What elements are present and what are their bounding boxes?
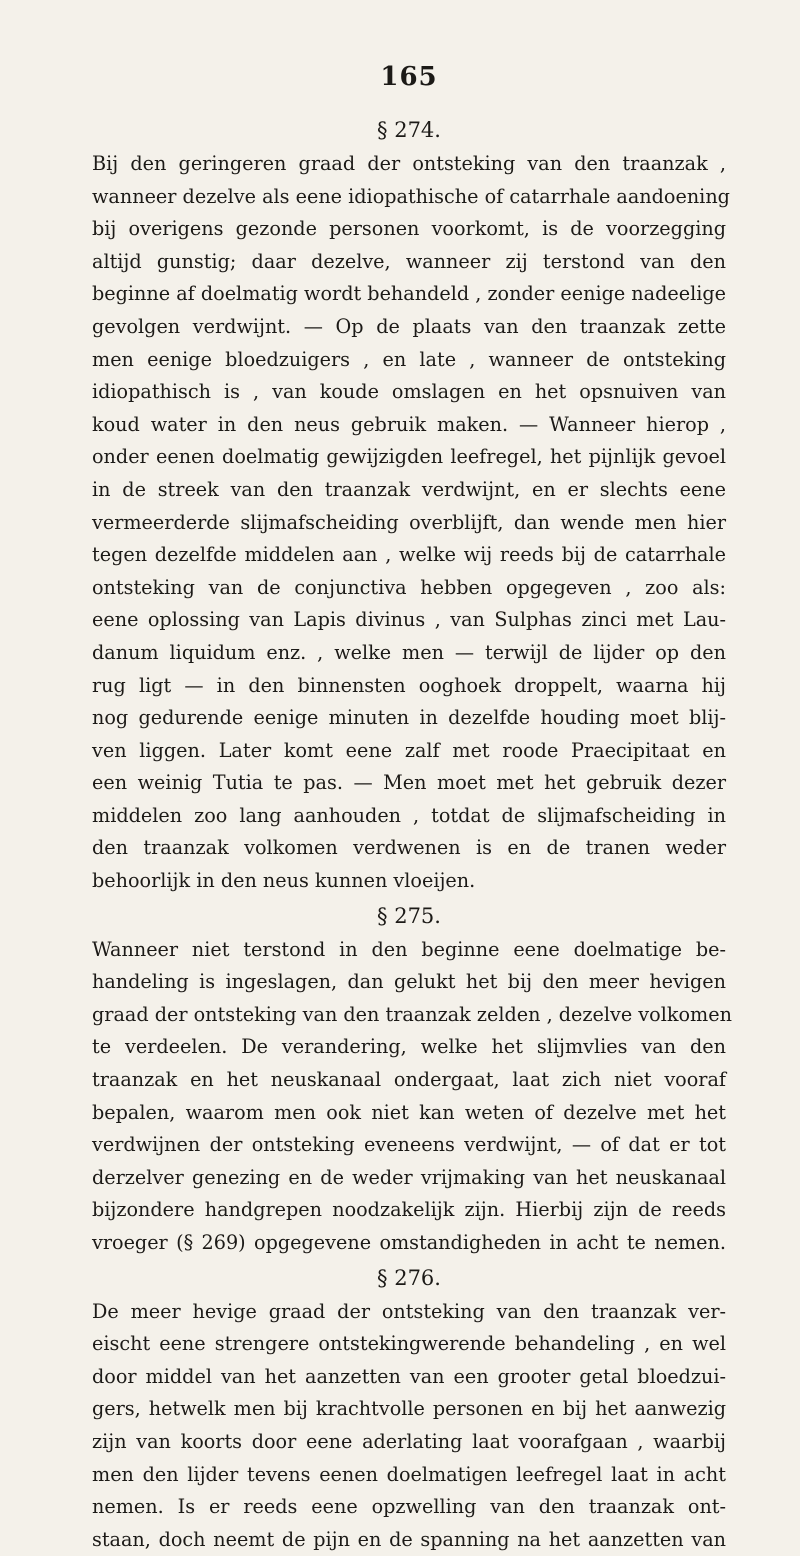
page-number: 165	[380, 62, 438, 92]
section-275	[92, 898, 732, 1260]
text-line: bij overigens gezonde personen voorkomt, is de voorzegging	[92, 217, 726, 241]
text-line: idiopathisch is , van koude omslagen en het opsnuiven van	[92, 380, 726, 404]
text-line: onder eenen doelmatig gewijzigden leefregel, het pijnlijk gevoel	[92, 445, 726, 469]
section-276	[92, 1260, 726, 1556]
text-line: door middel van het aanzetten van een grooter getal bloedzui-	[92, 1364, 726, 1388]
text-line: eene oplossing van Lapis divinus , van Sulphas zinci met Lau-	[92, 608, 726, 632]
text-line: men eenige bloedzuigers , en late , wanneer de ontsteking	[92, 347, 726, 371]
text-line: tegen dezelfde middelen aan , welke wij reeds bij de catarrhale	[92, 543, 726, 567]
text-line: middelen zoo lang aanhouden , totdat de slijmafscheiding in	[92, 803, 726, 827]
text-line: koud water in den neus gebruik maken. — Wanneer hierop ,	[92, 412, 726, 436]
text-line: De meer hevige graad der ontsteking van den traanzak ver-	[92, 1299, 726, 1323]
text-line: graad der ontsteking van den traanzak zelden , dezelve volkomen	[92, 1002, 732, 1026]
text-line: Bij den geringeren graad der ontsteking van den traanzak ,	[92, 152, 726, 175]
text-line: nemen. Is er reeds eene opzwelling van den traanzak ont-	[92, 1495, 726, 1519]
section-heading: § 275.	[377, 903, 441, 928]
text-line: beginne af doelmatig wordt behandeld , zonder eenige nadeelige	[92, 282, 727, 306]
text-line: danum liquidum enz. , welke men — terwijl de lijder op den	[92, 640, 726, 664]
text-line: staan, doch neemt de pijn en de spanning na het aanzetten van	[92, 1527, 726, 1551]
text-line: wanneer dezelve als eene idiopathische of catarrhale aandoening	[92, 184, 730, 208]
text-line: bijzondere handgrepen noodzakelijk zijn. Hierbij zijn de reeds	[92, 1198, 726, 1222]
text-line: behoorlijk in den neus kunnen vloeijen.	[92, 869, 476, 893]
text-line: te verdeelen. De verandering, welke het slijmvlies van den	[92, 1035, 726, 1059]
text-line: den traanzak volkomen verdwenen is en de tranen weder	[92, 836, 726, 860]
text-line: gevolgen verdwijnt. — Op de plaats van den traanzak zette	[92, 314, 726, 338]
text-line: eischt eene strengere ontstekingwerende behandeling , en wel	[92, 1332, 726, 1356]
text-line: ontsteking van de conjunctiva hebben opgegeven , zoo als:	[92, 575, 726, 599]
text-line: verdwijnen der ontsteking eveneens verdwijnt, — of dat er tot	[92, 1133, 726, 1157]
text-line: bepalen, waarom men ook niet kan weten of dezelve met het	[92, 1100, 726, 1124]
text-line: zijn van koorts door eene aderlating laat voorafgaan , waarbij	[92, 1429, 726, 1453]
text-line: gers, hetwelk men bij krachtvolle personen en bij het aanwezig	[92, 1397, 726, 1421]
section-274	[92, 112, 730, 898]
text-line: vroeger (§ 269) opgegevene omstandigheden in acht te nemen.	[92, 1231, 726, 1254]
text-line: handeling is ingeslagen, dan gelukt het bij den meer hevigen	[92, 970, 726, 994]
text-line: derzelver genezing en de weder vrijmaking van het neuskanaal	[92, 1165, 726, 1189]
text-line: men den lijder tevens eenen doelmatigen leefregel laat in acht	[92, 1462, 726, 1486]
text-line: traanzak en het neuskanaal ondergaat, laat zich niet vooraf	[92, 1068, 726, 1092]
section-heading: § 276.	[377, 1265, 441, 1290]
text-line: Wanneer niet terstond in den beginne eene doelmatige be-	[92, 937, 726, 961]
text-line: rug ligt — in den binnensten ooghoek droppelt, waarna hij	[92, 673, 726, 697]
section-heading: § 274.	[377, 118, 441, 142]
book-page	[92, 60, 732, 1556]
text-line: altijd gunstig; daar dezelve, wanneer zij terstond van den	[92, 249, 726, 273]
text-line: ven liggen. Later komt eene zalf met roode Praecipitaat en	[92, 738, 726, 762]
text-line: een weinig Tutia te pas. — Men moet met het gebruik dezer	[92, 771, 726, 795]
text-line: vermeerderde slijmafscheiding overblijft, dan wende men hier	[92, 510, 726, 534]
text-line: in de streek van den traanzak verdwijnt, en er slechts eene	[92, 477, 726, 501]
text-line: nog gedurende eenige minuten in dezelfde houding moet blij-	[92, 706, 726, 730]
